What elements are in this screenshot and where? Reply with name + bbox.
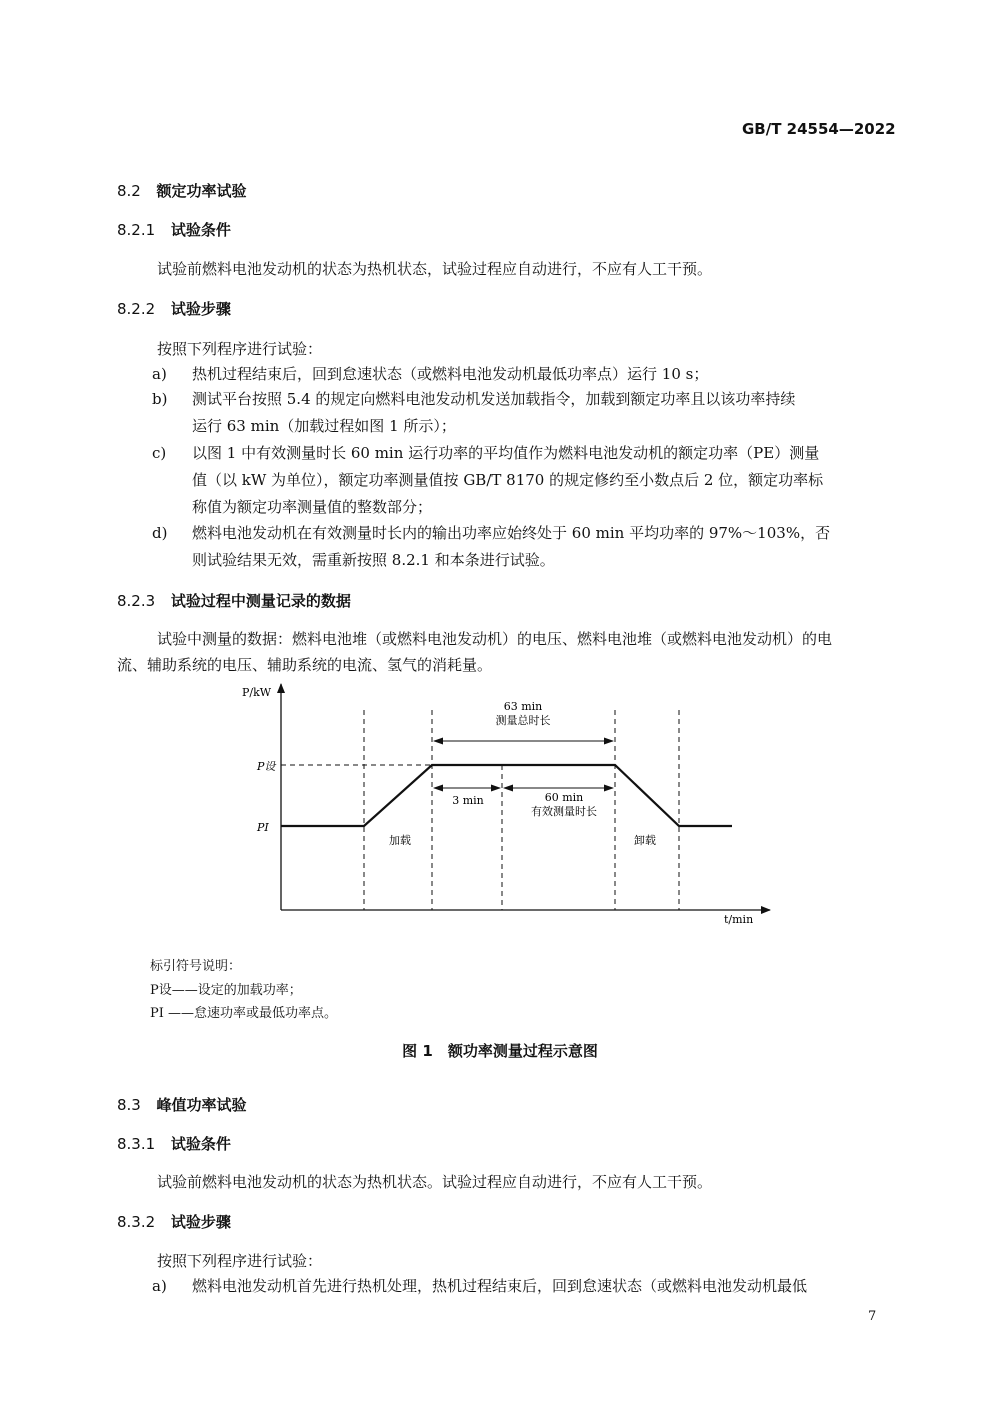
section-number: 8.3.2	[117, 1213, 156, 1231]
legend-item-p-idle: PI ——怠速功率或最低功率点。	[150, 1006, 338, 1021]
section-8-2-3-heading	[117, 590, 351, 611]
list-item-c	[152, 442, 902, 522]
list-marker: a)	[152, 365, 167, 383]
section-number: 8.2.2	[117, 300, 156, 318]
section-number: 8.3.1	[117, 1135, 156, 1153]
legend-item-p-set: P设——设定的加载功率；	[150, 983, 302, 998]
x-axis-label: t/min	[724, 913, 754, 926]
list-marker: c)	[152, 444, 167, 462]
list-text-line: 测试平台按照 5.4 的规定向燃料电池发动机发送加载指令，加载到额定功率且以该功率持续	[192, 390, 796, 408]
section-8-2-heading	[117, 180, 247, 201]
list-text-line: 燃料电池发动机首先进行热机处理，热机过程结束后，回到怠速状态（或燃料电池发动机最低	[192, 1277, 808, 1295]
paragraph-8-2-1: 试验前燃料电池发动机的状态为热机状态，试验过程应自动进行，不应有人工干预。	[157, 260, 713, 278]
loading-label: 加载	[389, 834, 411, 847]
list-item-a	[152, 363, 902, 385]
page-number: 7	[868, 1309, 877, 1324]
list-text-line: 值（以 kW 为单位），额定功率测量值按 GB/T 8170 的规定修约至小数点后 2 位，额定功率标	[192, 471, 824, 489]
section-title: 试验条件	[170, 221, 231, 239]
figure-caption: 图 1 额功率测量过程示意图	[402, 1042, 598, 1060]
paragraph-8-3-1: 试验前燃料电池发动机的状态为热机状态。试验过程应自动进行，不应有人工干预。	[157, 1173, 713, 1191]
total-duration-label: 测量总时长	[495, 714, 551, 727]
list-text-line: 以图 1 中有效测量时长 60 min 运行功率的平均值作为燃料电池发动机的额定功率（PE）测量	[192, 444, 820, 462]
list-text-line: 燃料电池发动机在有效测量时长内的输出功率应始终处于 60 min 平均功率的 97%～103%，否	[192, 524, 831, 542]
section-title: 试验步骤	[170, 1213, 231, 1231]
section-8-3-1-heading	[117, 1133, 231, 1154]
list-text-line: 称值为额定功率测量值的整数部分；	[192, 498, 433, 516]
power-process-diagram	[230, 680, 780, 930]
section-8-2-1-heading	[117, 219, 231, 240]
p-idle-label: PI	[257, 821, 269, 834]
list-item-b	[152, 388, 902, 438]
unloading-label: 卸载	[634, 834, 656, 847]
list-item-d	[152, 522, 902, 572]
y-axis-label: P/kW	[242, 686, 272, 699]
list-marker: b)	[152, 390, 168, 408]
paragraph-8-2-3-line: 流、辅助系统的电压、辅助系统的电流、氢气的消耗量。	[117, 656, 493, 674]
legend-title: 标引符号说明：	[150, 959, 242, 974]
paragraph-8-2-3-line: 试验中测量的数据：燃料电池堆（或燃料电池发动机）的电压、燃料电池堆（或燃料电池发动机）的电	[157, 630, 833, 648]
list-item-a	[152, 1275, 902, 1297]
section-title: 额定功率试验	[156, 182, 247, 200]
standard-number: GB/T 24554—2022	[742, 120, 896, 138]
procedure-intro: 按照下列程序进行试验：	[157, 340, 323, 358]
section-title: 试验条件	[170, 1135, 231, 1153]
list-text-line: 则试验结果无效，需重新按照 8.2.1 和本条进行试验。	[192, 551, 555, 569]
list-text-line: 运行 63 min（加载过程如图 1 所示）；	[192, 417, 456, 435]
procedure-intro: 按照下列程序进行试验：	[157, 1252, 323, 1270]
total-duration-value: 63 min	[503, 700, 543, 713]
section-number: 8.2.1	[117, 221, 156, 239]
section-8-2-2-heading	[117, 298, 231, 319]
section-number: 8.2	[117, 182, 141, 200]
section-8-3-heading	[117, 1094, 247, 1115]
power-profile-line	[281, 765, 732, 826]
effective-duration-value: 60 min	[544, 791, 584, 804]
section-8-3-2-heading	[117, 1211, 231, 1232]
section-title: 峰值功率试验	[156, 1096, 247, 1114]
p-set-label: P设	[257, 760, 276, 773]
ramp-duration-value: 3 min	[452, 794, 484, 807]
section-title: 试验过程中测量记录的数据	[170, 592, 351, 610]
list-marker: d)	[152, 524, 168, 542]
list-text-line: 热机过程结束后，回到怠速状态（或燃料电池发动机最低功率点）运行 10 s；	[192, 365, 709, 383]
section-number: 8.2.3	[117, 592, 156, 610]
list-marker: a)	[152, 1277, 167, 1295]
section-number: 8.3	[117, 1096, 141, 1114]
section-title: 试验步骤	[170, 300, 231, 318]
effective-duration-label: 有效测量时长	[531, 805, 597, 818]
